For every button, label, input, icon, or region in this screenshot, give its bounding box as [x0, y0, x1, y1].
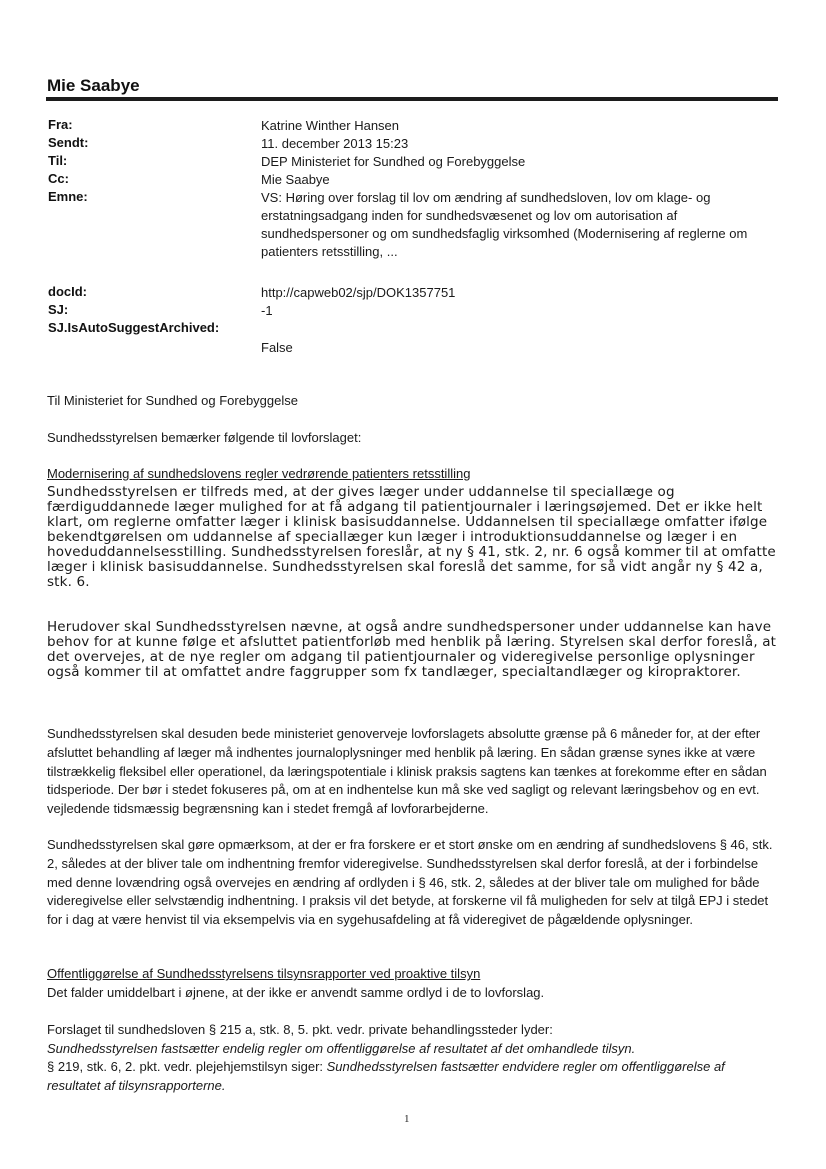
cc-value: Mie Saabye [261, 172, 330, 187]
section-heading-patient-rights: Modernisering af sundhedslovens regler vedrørende patienters retsstilling [47, 466, 471, 481]
quote-2: Sundhedsstyrelsen fastsætter endvidere regler om offentliggørelse af resultatet af tilsynsrapporterne. [47, 1059, 725, 1093]
paragraph-7 [47, 1058, 777, 1096]
subject-value: VS: Høring over forslag til lov om ændring af sundhedsloven, lov om klage- og erstatningsadgang inden for sundhedsvæsenet og lov om autorisation af sundhedspersoner og om sundhedsfaglig virksomhed (Modernisering af reglerne om patienters retsstilling, ... [261, 190, 748, 259]
paragraph-3: Sundhedsstyrelsen skal desuden bede ministeriet genoverveje lovforslagets absolutte grænse på 6 måneder for, at der efter afsluttet behandling af læger må indhentes journaloplysninger med henblik på læring. En sådan grænse synes ikke at være tilstrækkelig fleksibel eller operationel, da læringspotentiale i klinisk praksis sagtens kan tænkes at forekomme efter en sådan tidsperiode. Der bør i stedet fokuseres på, om at en indhentelse kun må ske ved sagligt og relevant læringsbehov og en evt. vejledende tidsmæssig begrænsning kan i stedet fremgå af lovforarbejderne. [47, 726, 767, 817]
paragraph-1: Sundhedsstyrelsen er tilfreds med, at der gives læger under uddannelse til speciallæge og færdiguddannede læger mulighed for at få adgang til patientjournaler i læringsøjemed. Det er ikke helt klart, om reglerne omfatter læger i klinisk basisuddannelse. Uddannelsen til speciallæge omfatter ifølge bekendtgørelsen om uddannelse af speciallæger kun læger i introduktionsuddannelse og læger i en hoveduddannelsesstilling. Sundhedsstyrelsen foreslår, at ny § 41, stk. 2, nr. 6 også kommer til at omfatte læger i klinisk basisuddannelse. Sundhedsstyrelsen skal foreslå det samme, for så vidt angår ny § 42 a, stk. 6. [47, 484, 776, 590]
subject-label: Emne: [48, 189, 88, 204]
autosuggest-label: SJ.IsAutoSuggestArchived: [48, 320, 220, 335]
sj-label: SJ: [48, 302, 69, 317]
to-value: DEP Ministeriet for Sundhed og Forebyggelse [261, 154, 526, 169]
salutation: Til Ministeriet for Sundhed og Forebyggelse [47, 393, 298, 408]
paragraph-4: Sundhedsstyrelsen skal gøre opmærksom, at der er fra forskere er et stort ønske om en ændring af sundhedslovens § 46, stk. 2, således at der bliver tale om indhentning fremfor videregivelse. Sundhedsstyrelsen skal derfor foreslå, at der i forbindelse med denne lovændring også overvejes en ændring af ordlyden i § 46, stk. 2, således at der bliver tale om mulighed for både videregivelse eller selvstændig indhentning. I praksis vil det betyde, at forskerne vil få muligheden for selv at tilgå EPJ i stedet for i dag at være henvist til via eksempelvis via en sygehusafdeling at få videregivet de pågældende oplysninger. [47, 837, 773, 928]
docid-label: docId: [48, 284, 87, 299]
sent-label: Sendt: [48, 135, 89, 150]
cc-label: Cc: [48, 171, 69, 186]
docid-value: http://capweb02/sjp/DOK1357751 [261, 285, 456, 300]
paragraph-6: Forslaget til sundhedsloven § 215 a, stk. 8, 5. pkt. vedr. private behandlingssteder lyder: [47, 1022, 553, 1037]
sent-value: 11. december 2013 15:23 [261, 136, 409, 151]
from-value: Katrine Winther Hansen [261, 118, 400, 133]
intro-text: Sundhedsstyrelsen bemærker følgende til lovforslaget: [47, 430, 362, 445]
sj-value: -1 [261, 303, 273, 318]
paragraph-2: Herudover skal Sundhedsstyrelsen nævne, at også andre sundhedspersoner under uddannelse kan have behov for at kunne følge et afsluttet patientforløb med henblik på læring. Styrelsen skal derfor foreslå, at det overvejes, at de nye regler om adgang til patientjournaler og videregivelse personlige oplysninger også kommer til at omfattet andre faggrupper som fx tandlæger, specialtandlæger og kiropraktorer. [47, 619, 777, 680]
section-heading-inspection-reports: Offentliggørelse af Sundhedsstyrelsens tilsynsrapporter ved proaktive tilsyn [47, 966, 481, 981]
quote-1: Sundhedsstyrelsen fastsætter endelig regler om offentliggørelse af resultatet af det omhandlede tilsyn. [47, 1041, 636, 1056]
autosuggest-value: False [261, 340, 293, 355]
sender-name: Mie Saabye [47, 76, 140, 95]
to-label: Til: [48, 153, 68, 168]
page-number: 1 [404, 1113, 410, 1125]
paragraph-5: Det falder umiddelbart i øjnene, at der ikke er anvendt samme ordlyd i de to lovforslag. [47, 985, 545, 1000]
header-divider [46, 97, 778, 101]
paragraph-7-prefix: § 219, stk. 6, 2. pkt. vedr. plejehjemstilsyn siger: [47, 1059, 327, 1074]
from-label: Fra: [48, 117, 73, 132]
